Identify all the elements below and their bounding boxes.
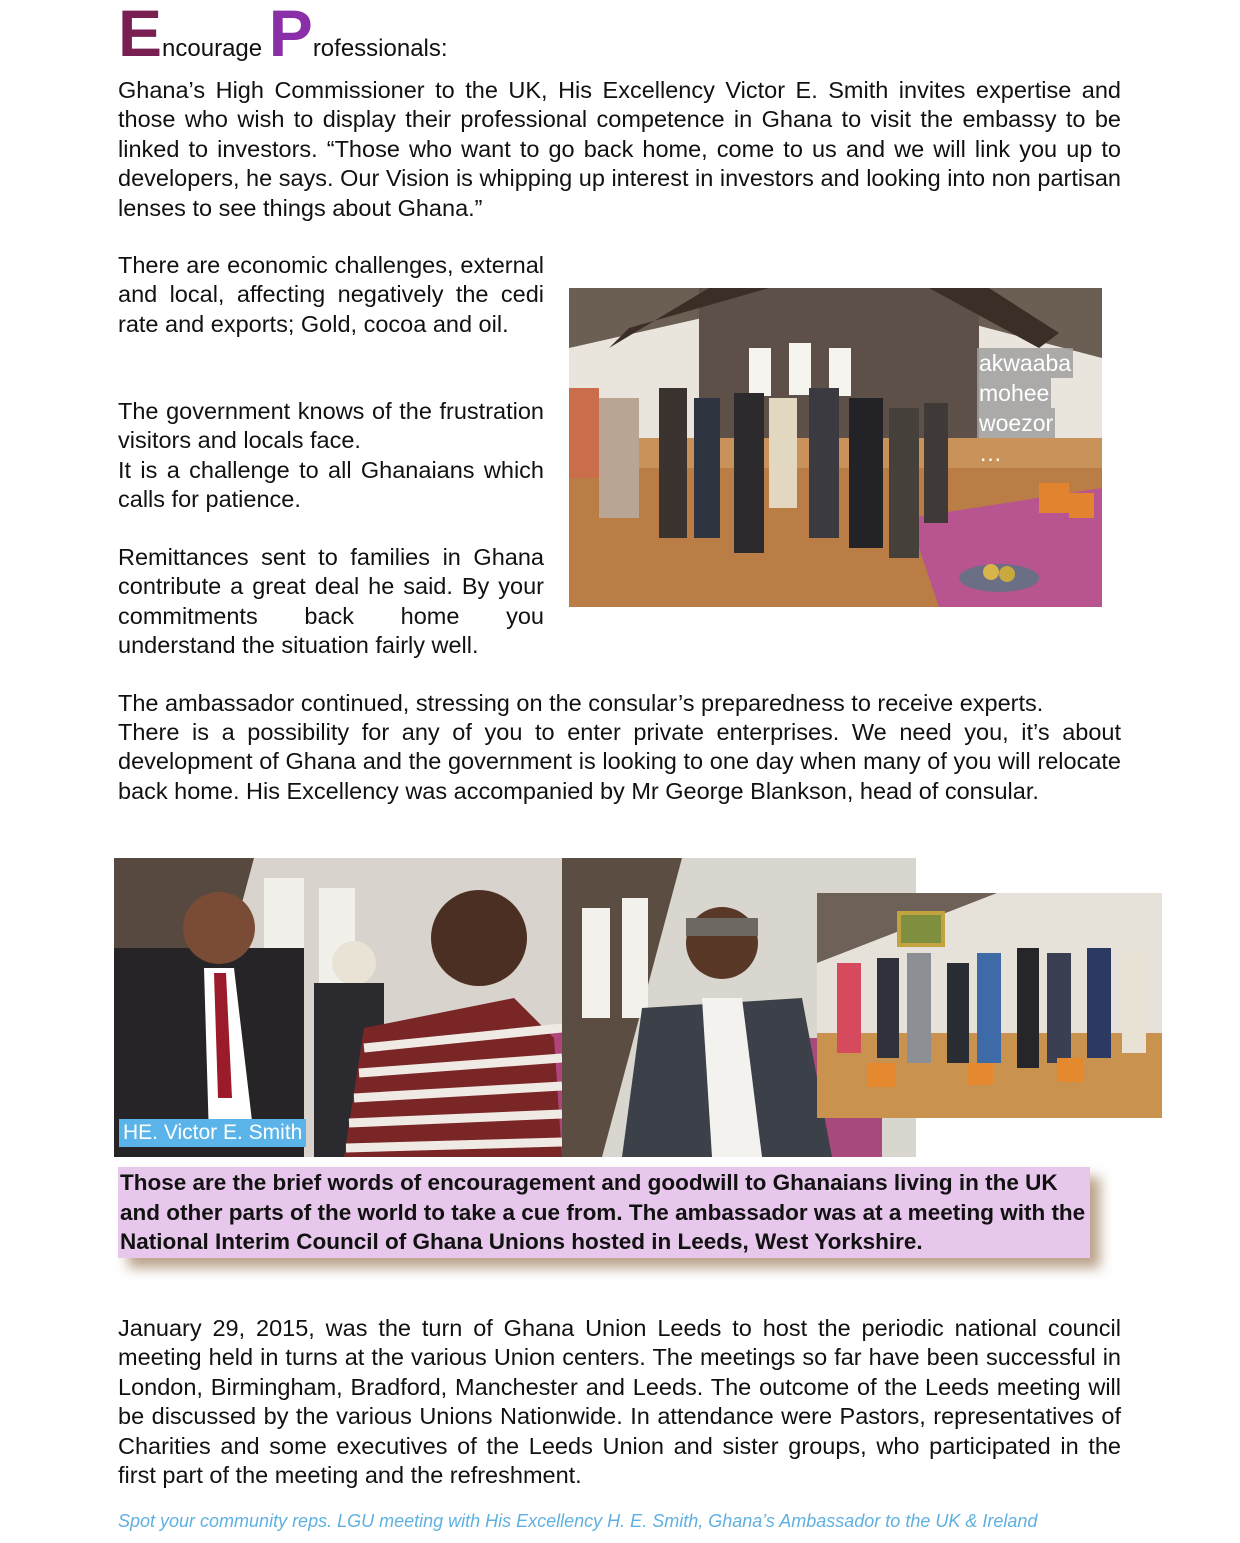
- heading-word-encourage: ncourage: [162, 35, 269, 62]
- footer-caption: Spot your community reps. LGU meeting with His Excellency H. E. Smith, Ghana’s Ambassador to the UK & Ireland: [118, 1511, 1038, 1531]
- heading-initial-e: E: [118, 0, 163, 70]
- heading-word-professionals: rofessionals:: [312, 35, 448, 62]
- ambassador-photo: [114, 858, 562, 1157]
- group-gathering-photo: [817, 893, 1162, 1118]
- overlay-line-ellipsis: …: [979, 440, 1002, 466]
- ambassador-name-caption: HE. Victor E. Smith: [119, 1119, 306, 1147]
- government-paragraph-2: It is a challenge to all Ghanaians which calls for patience.: [118, 457, 544, 513]
- ambassador-paragraph-1: The ambassador continued, stressing on the consular’s preparedness to receive experts.: [118, 690, 1044, 716]
- intro-paragraph: Ghana’s High Commissioner to the UK, His Excellency Victor E. Smith invites expertise and those who wish to display their professional competence in Ghana to visit the embassy to be linked to investors. “Those who want to go back home, come to us and we will link you up to developers, he says. Our Vision is whipping up interest in investors and looking into non partisan lenses to see things about Ghana.”: [118, 77, 1121, 221]
- remittances-paragraph: Remittances sent to families in Ghana contribute a great deal he said. By your commitments back home you understand the situation fairly well.: [118, 544, 544, 659]
- ambassador-paragraph-2: There is a possibility for any of you to enter private enterprises. We need you, it’s about development of Ghana and the government is looking to one day when many of you will relocate back home. His Excellency was accompanied by Mr George Blankson, head of consular.: [118, 719, 1121, 804]
- overlay-line-mohee: mohee: [979, 380, 1050, 406]
- economic-paragraph: There are economic challenges, external and local, affecting negatively the cedi rate and exports; Gold, cocoa and oil.: [118, 252, 544, 337]
- overlay-line-akwaaba: akwaaba: [979, 350, 1072, 376]
- highlighted-summary: Those are the brief words of encouragement and goodwill to Ghanaians living in the UK and other parts of the world to take a cue from. The ambassador was at a meeting with the National Interim Council of Ghana Unions hosted in Leeds, West Yorkshire.: [118, 1167, 1090, 1258]
- page-heading: [118, 0, 448, 70]
- government-paragraph-1: The government knows of the frustration visitors and locals face.: [118, 398, 544, 454]
- welcome-overlay: [977, 348, 1073, 468]
- heading-initial-p: P: [268, 0, 313, 70]
- overlay-line-woezor: woezor: [979, 410, 1054, 436]
- january-meeting-paragraph: January 29, 2015, was the turn of Ghana Union Leeds to host the periodic national council meeting held in turns at the various Union centers. The meetings so far have been successful in London, Birmingham, Bradford, Manchester and Leeds. The outcome of the Leeds meeting will be discussed by the various Unions Nationwide. In attendance were Pastors, representatives of Charities and some executives of the Leeds Union and sister groups, who participated in the first part of the meeting and the refreshment.: [118, 1315, 1121, 1489]
